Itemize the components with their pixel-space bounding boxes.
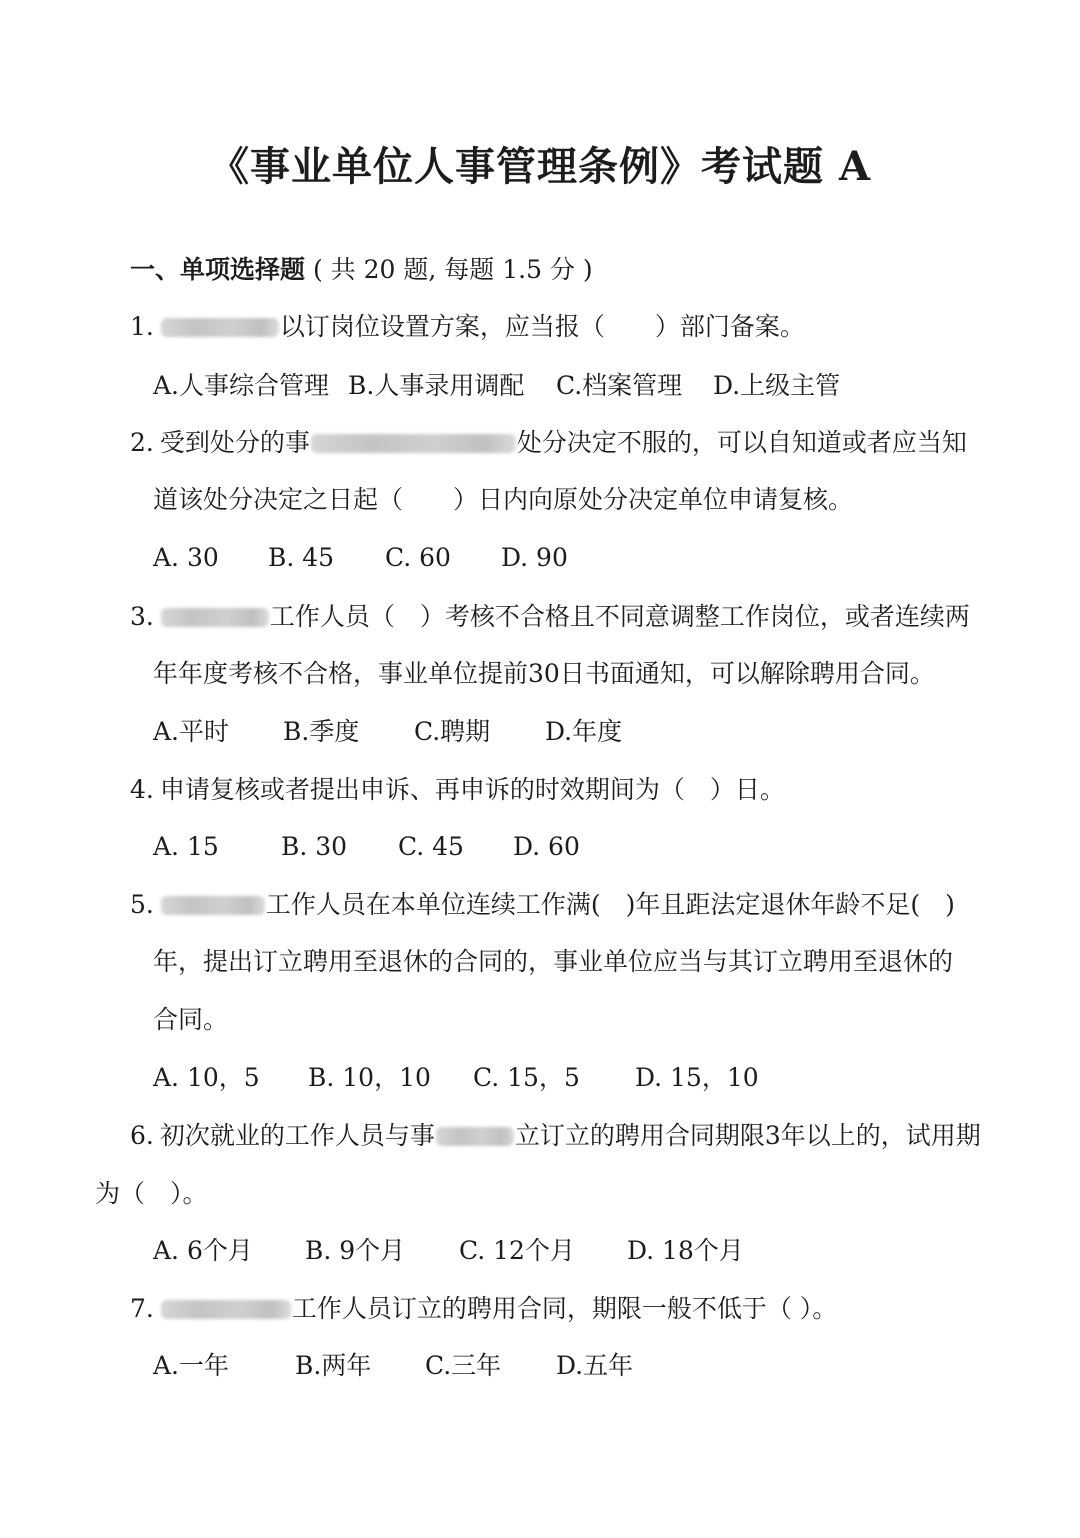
question-line	[130, 1289, 837, 1329]
answer-option-b: B.季度	[283, 717, 360, 746]
answer-option-b: B.两年	[295, 1351, 372, 1380]
answer-option-c: C.三年	[425, 1351, 502, 1380]
answer-option-a: A. 30	[153, 543, 219, 572]
answer-option-c: C. 45	[398, 832, 464, 861]
answer-option-d: D.年度	[545, 717, 623, 746]
redacted-text	[161, 896, 265, 915]
question-text: 合同。	[153, 1005, 229, 1034]
answer-option-d: D. 15，10	[635, 1063, 759, 1092]
answer-option-b: B. 45	[268, 543, 335, 572]
question-line	[130, 597, 970, 637]
question-line	[153, 942, 953, 982]
question-text: 年，提出订立聘用至退休的合同的，事业单位应当与其订立聘用至退休的	[153, 947, 954, 976]
question-number: 5.	[130, 890, 154, 919]
question-line	[95, 1174, 208, 1214]
answer-option-d: D.五年	[556, 1351, 634, 1380]
answer-option-a: A. 10，5	[153, 1063, 260, 1092]
question-number: 4.	[130, 775, 154, 804]
question-text: 初次就业的工作人员与事	[159, 1121, 435, 1150]
question-number: 1.	[130, 312, 154, 341]
answer-option-b: B.人事录用调配	[348, 371, 525, 400]
redacted-text	[161, 1300, 291, 1319]
section-heading	[130, 250, 593, 290]
answer-option-a: A.人事综合管理	[153, 371, 330, 400]
answer-option-a: A. 6个月	[153, 1236, 253, 1265]
answer-option-a: A.一年	[153, 1351, 230, 1380]
answer-option-b: B. 30	[281, 832, 348, 861]
question-line	[153, 654, 935, 694]
question-number: 2.	[130, 428, 154, 457]
question-text: 以订岗位设置方案，应当报（ ）部门备案。	[279, 312, 805, 341]
question-line	[130, 885, 955, 925]
section-scoring-note: ( 共 20 题, 每题 1.5 分 )	[312, 255, 593, 284]
question-text: 处分决定不服的，可以自知道或者应当知	[516, 428, 967, 457]
page-title: 《事业单位人事管理条例》考试题 A	[209, 143, 871, 190]
question-line	[130, 423, 967, 463]
answer-option-c: C. 12个月	[459, 1236, 575, 1265]
question-text: 工作人员在本单位连续工作满( )年且距法定退休年龄不足( )	[265, 890, 955, 919]
redacted-text	[311, 434, 516, 453]
redacted-text	[161, 318, 279, 337]
question-line	[130, 1116, 981, 1156]
redacted-text	[161, 608, 269, 627]
answer-option-d: D. 90	[501, 543, 568, 572]
answer-option-a: A. 15	[153, 832, 219, 861]
question-text: 年年度考核不合格，事业单位提前30日书面通知，可以解除聘用合同。	[153, 659, 935, 688]
answer-option-b: B. 10，10	[308, 1063, 431, 1092]
answer-option-c: C.档案管理	[556, 371, 683, 400]
answer-option-b: B. 9个月	[305, 1236, 406, 1265]
question-text: 为（ ）。	[95, 1179, 208, 1208]
question-text: 申请复核或者提出申诉、再申诉的时效期间为（ ）日。	[159, 775, 785, 804]
question-number: 7.	[130, 1294, 154, 1323]
answer-option-d: D. 60	[513, 832, 580, 861]
redacted-text	[436, 1127, 514, 1146]
section-title: 一、单项选择题	[130, 255, 306, 284]
question-text: 道该处分决定之日起（ ）日内向原处分决定单位申请复核。	[153, 485, 854, 514]
answer-option-d: D.上级主管	[713, 371, 841, 400]
question-text: 工作人员订立的聘用合同，期限一般不低于（ ）。	[291, 1294, 838, 1323]
answer-option-a: A.平时	[153, 717, 230, 746]
question-text: 立订立的聘用合同期限3年以上的，试用期	[514, 1121, 981, 1150]
answer-option-c: C. 15，5	[473, 1063, 580, 1092]
question-text: 工作人员（ ）考核不合格且不同意调整工作岗位，或者连续两	[269, 602, 970, 631]
question-line	[153, 480, 853, 520]
question-line	[130, 307, 805, 347]
answer-option-c: C.聘期	[414, 717, 491, 746]
answer-option-c: C. 60	[385, 543, 451, 572]
question-number: 3.	[130, 602, 154, 631]
question-line	[130, 770, 785, 810]
answer-option-d: D. 18个月	[627, 1236, 744, 1265]
question-number: 6.	[130, 1121, 154, 1150]
question-text: 受到处分的事	[159, 428, 310, 457]
question-line	[153, 1000, 228, 1040]
